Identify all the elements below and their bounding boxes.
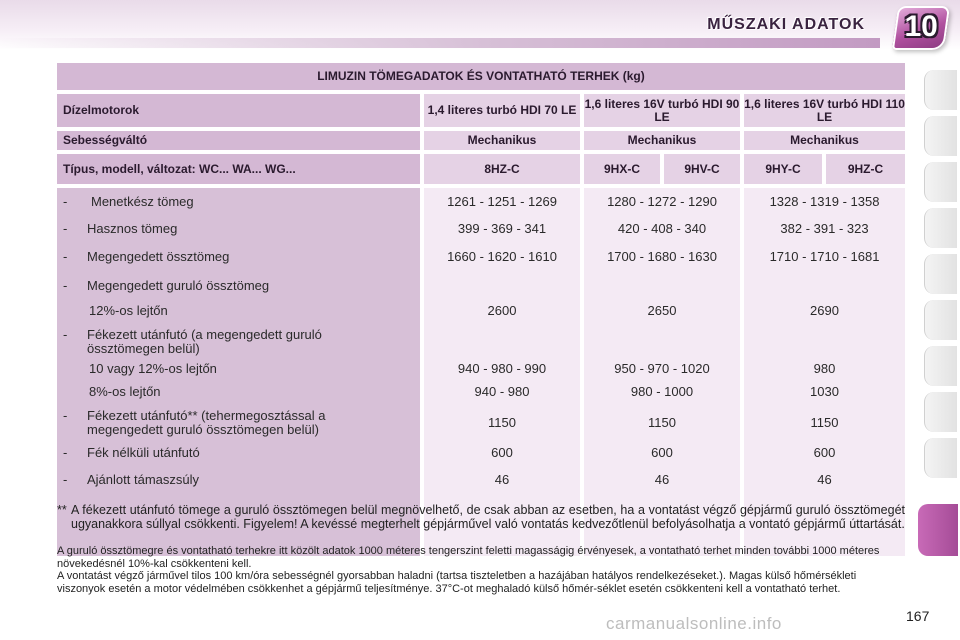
row-label: Fék nélküli utánfutó xyxy=(87,445,200,460)
watermark: carmanualsonline.info xyxy=(606,614,782,633)
row-value: 600 xyxy=(813,445,836,460)
row-value: 399 - 369 - 341 xyxy=(457,221,547,236)
row-label: Megengedett guruló össztömeg xyxy=(87,278,270,293)
gearbox-col-2: Mechanikus xyxy=(584,131,740,150)
note-altitude: A guruló össztömegre és vontatható terhekre itt közölt adatok 1000 méteres tengerszint feletti magasságig érvényesek, a vontatható terhet minden további 1000 méteres növekedésnél 10%-kal csökkenteni kell. xyxy=(57,545,880,570)
chapter-tab[interactable] xyxy=(924,392,957,432)
row-value: 1261 - 1251 - 1269 xyxy=(447,194,557,209)
row-label: Fékezett utánfutó** (tehermegosztással a megengedett guruló össztömegen belül) xyxy=(87,408,326,437)
row-label: Hasznos tömeg xyxy=(87,221,178,236)
row-value: 2600 xyxy=(487,303,517,318)
type-code: 9HV-C xyxy=(664,154,740,184)
row-value: 2650 xyxy=(647,303,677,318)
row-value: 46 xyxy=(654,472,670,487)
chapter-tab[interactable] xyxy=(924,162,957,202)
row-value: 950 - 970 - 1020 xyxy=(614,361,710,376)
row-dash: - xyxy=(63,408,68,423)
row-dash: - xyxy=(63,249,68,264)
section-title: MŰSZAKI ADATOK xyxy=(707,16,865,33)
row-value: 2690 xyxy=(810,303,839,318)
table-title-row xyxy=(57,63,905,90)
row-value: 1150 xyxy=(810,415,839,430)
row-value: 1328 - 1319 - 1358 xyxy=(769,194,880,209)
footnote-marker: ** xyxy=(57,503,67,517)
header-stripe xyxy=(0,38,880,48)
table-body xyxy=(57,188,905,556)
row-value: 1710 - 1710 - 1681 xyxy=(769,249,880,264)
note-speed: A vontatást végző járművel tilos 100 km/óra sebességnél gyorsabban haladni (tartsa tiszteletben a hazájában hatályos rendelkezéseket.). Magas külső hőmérsékleti viszonyok esetén a motor védelmében csökkenhet a gépjármű teljesítménye. 37°C-ot meghaladó külső hőmér-séklet esetén csökkenteni kell a vontatható terhet. xyxy=(57,570,857,595)
gearbox-label: Sebességváltó xyxy=(57,131,420,150)
row-dash: - xyxy=(63,194,68,209)
row-label: Ajánlott támaszsúly xyxy=(87,472,199,487)
chapter-tab[interactable] xyxy=(924,254,957,294)
row-value: 46 xyxy=(494,472,510,487)
type-code: 8HZ-C xyxy=(424,154,580,184)
type-code: 9HZ-C xyxy=(826,154,905,184)
row-dash: - xyxy=(63,221,68,236)
row-value: 940 - 980 xyxy=(474,384,530,399)
row-label: Megengedett össztömeg xyxy=(87,249,230,264)
footnote-trailer xyxy=(57,503,905,531)
row-label: 8%-os lejtőn xyxy=(89,384,161,399)
row-value: 1280 - 1272 - 1290 xyxy=(607,194,717,209)
chapter-number: 10 xyxy=(904,10,938,43)
row-value: 382 - 391 - 323 xyxy=(780,221,869,236)
type-code: 9HX-C xyxy=(584,154,660,184)
gearbox-col-3: Mechanikus xyxy=(744,131,905,150)
chapter-tab[interactable] xyxy=(924,208,957,248)
engine-label: Dízelmotorok xyxy=(57,94,420,127)
chapter-tabs xyxy=(924,70,960,580)
chapter-tab[interactable] xyxy=(924,300,957,340)
engine-col-3: 1,6 literes 16V turbó HDI 110 LE xyxy=(744,94,905,127)
row-label: Menetkész tömeg xyxy=(91,194,194,209)
chapter-badge xyxy=(892,6,950,50)
row-value: 46 xyxy=(817,472,832,487)
table-title: LIMUZIN TÖMEGADATOK ÉS VONTATHATÓ TERHEK (kg) xyxy=(57,63,905,90)
chapter-tab[interactable] xyxy=(924,438,957,478)
row-label: 12%-os lejtőn xyxy=(89,303,168,318)
gearbox-col-1: Mechanikus xyxy=(424,131,580,150)
notes-block xyxy=(57,545,907,595)
row-value: 1700 - 1680 - 1630 xyxy=(607,249,717,264)
row-label: Fékezett utánfutó (a megengedett guruló össztömegen belül) xyxy=(87,327,322,356)
chapter-tab[interactable] xyxy=(924,346,957,386)
row-value: 600 xyxy=(491,445,513,460)
row-value: 1150 xyxy=(488,415,516,430)
row-value: 980 xyxy=(813,361,836,376)
row-value: 980 - 1000 xyxy=(630,384,694,399)
page-number: 167 xyxy=(906,608,930,624)
row-value: 1150 xyxy=(648,415,676,430)
row-dash: - xyxy=(63,445,68,460)
chapter-tab[interactable] xyxy=(924,116,957,156)
row-dash: - xyxy=(63,472,68,487)
chapter-tab-active[interactable] xyxy=(918,504,958,556)
engine-col-1: 1,4 literes turbó HDI 70 LE xyxy=(424,94,580,127)
footnote-text: A fékezett utánfutó tömege a guruló össztömegen belül megnövelhető, de csak abban az esetben, ha a vontatást végző gépjármű guruló össztömegét ugyanakkora súllyal csökkenti. Figyelem! A kevéssé megterhelt gépjárművel való vontatás kedvezőtlenül befolyásolhatja a vontató gépjármű úttartását. xyxy=(71,503,905,531)
chapter-tab[interactable] xyxy=(924,70,957,110)
row-dash: - xyxy=(63,327,68,342)
type-label: Típus, modell, változat: WC... WA... WG... xyxy=(57,154,420,184)
type-row xyxy=(57,154,905,184)
row-value: 600 xyxy=(651,445,673,460)
gearbox-row xyxy=(57,131,905,150)
row-value: 940 - 980 - 990 xyxy=(457,361,547,376)
type-code: 9HY-C xyxy=(744,154,822,184)
row-value: 420 - 408 - 340 xyxy=(617,221,707,236)
row-dash: - xyxy=(63,278,68,293)
engine-row xyxy=(57,94,905,127)
row-value: 1030 xyxy=(810,384,839,399)
row-label: 10 vagy 12%-os lejtőn xyxy=(89,361,217,376)
engine-col-2: 1,6 literes 16V turbó HDI 90 LE xyxy=(584,94,740,127)
row-value: 1660 - 1620 - 1610 xyxy=(447,249,557,264)
